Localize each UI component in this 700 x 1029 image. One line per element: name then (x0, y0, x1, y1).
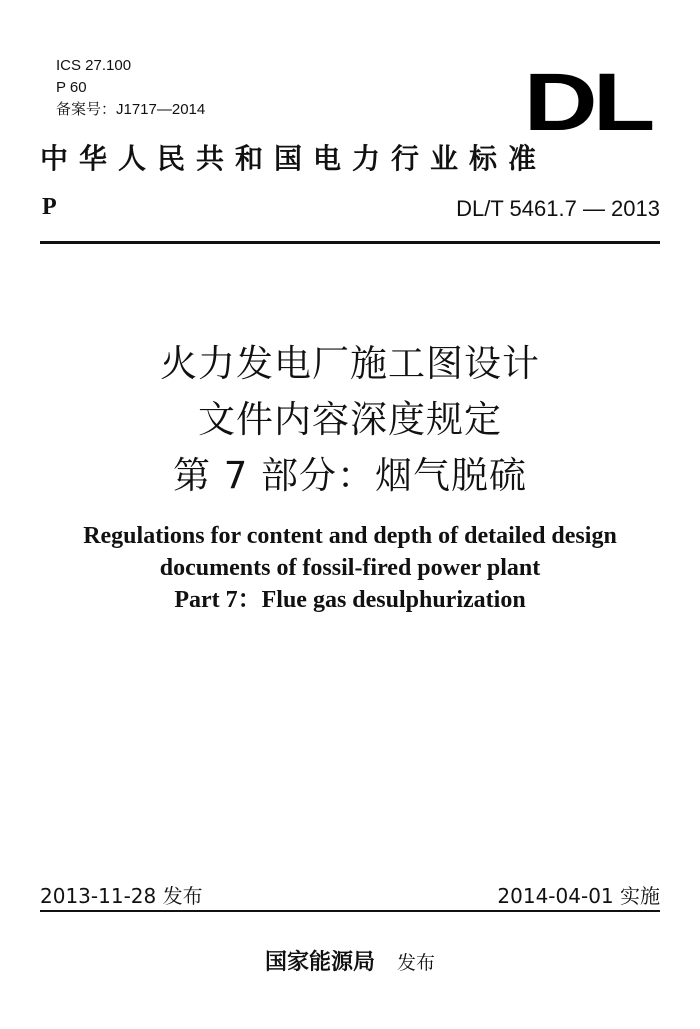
record-number: 备案号：J1717—2014 (56, 101, 206, 118)
dl-logo: DL (523, 57, 650, 148)
standard-number: DL/T 5461.7 — 2013 (456, 196, 660, 221)
publisher-line (0, 945, 700, 976)
issue-date: 2013-11-28 发布 (40, 884, 203, 908)
top-divider (40, 241, 660, 244)
title-en-line-3: Part 7：Flue gas desulphurization (174, 587, 526, 613)
implementation-date: 2014-04-01 实施 (497, 884, 660, 908)
title-cn-line-1: 火力发电厂施工图设计 (160, 342, 540, 385)
title-en-line-2: documents of fossil-fired power plant (159, 555, 541, 581)
title-cn-line-2: 文件内容深度规定 (198, 398, 502, 441)
ics-code: ICS 27.100 (56, 57, 132, 74)
standard-type-heading: 中华人民共和国电力行业标准 (40, 142, 548, 175)
category-code: P (42, 194, 57, 220)
publisher-action: 发布 (397, 952, 436, 974)
ccs-code: P 60 (56, 79, 87, 96)
title-en-line-1: Regulations for content and depth of detailed design (83, 523, 617, 549)
publisher-name: 国家能源局 (264, 949, 375, 975)
bottom-divider (40, 910, 660, 912)
title-cn-line-3: 第 7 部分：烟气脱硫 (172, 454, 528, 497)
